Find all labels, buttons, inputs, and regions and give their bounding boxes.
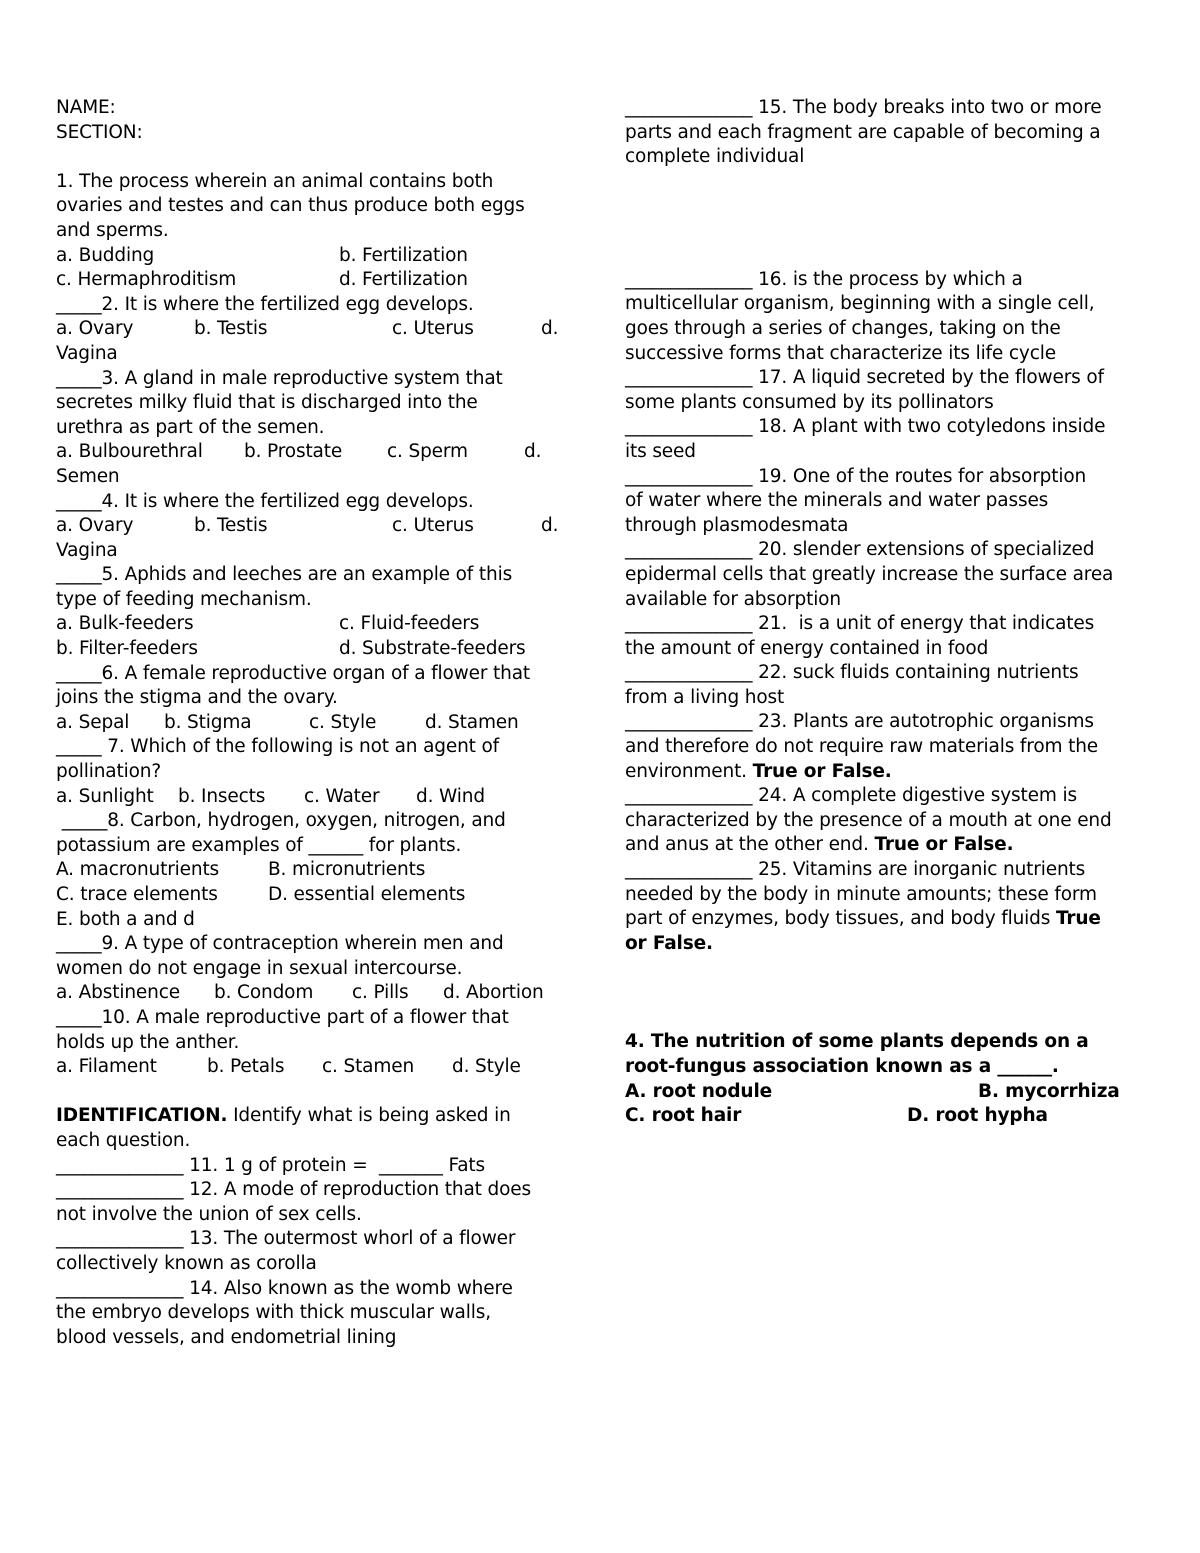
option-b: B. micronutrients	[268, 859, 426, 881]
question-text: epidermal cells that greatly increase the surface area	[625, 563, 1114, 585]
right-column	[625, 96, 1170, 1129]
question-text: through plasmodesmata	[625, 514, 849, 536]
question-text: ______________ 19. One of the routes for absorption	[625, 465, 1087, 487]
options-row	[625, 1080, 1170, 1105]
question-text: _____10. A male reproductive part of a flower that	[56, 1006, 509, 1028]
options-row	[56, 514, 586, 539]
question-3	[56, 367, 586, 490]
option-b: b. Testis	[194, 515, 268, 537]
question-text: available for absorption	[625, 588, 841, 610]
question-text: collectively known as corolla	[56, 1252, 317, 1274]
question-text: 1. The process wherein an animal contains both	[56, 170, 494, 192]
question-text: the amount of energy contained in food	[625, 637, 989, 659]
question-20	[625, 538, 1170, 612]
question-text: ______________ 12. A mode of reproduction that does	[56, 1179, 531, 1201]
option-d: d.	[541, 515, 559, 537]
question-text: not involve the union of sex cells.	[56, 1203, 362, 1225]
left-column	[56, 96, 586, 1350]
true-or-false-prompt: True or False.	[874, 834, 1014, 856]
question-12	[56, 1178, 586, 1227]
question-text: pollination?	[56, 761, 161, 783]
option-d: D. root hypha	[907, 1105, 1048, 1127]
option-a: a. Bulk-feeders	[56, 613, 194, 635]
question-1	[56, 170, 586, 293]
option-d: D. essential elements	[268, 884, 466, 905]
question-17	[625, 366, 1170, 415]
question-text: potassium are examples of ______ for plants.	[56, 834, 462, 856]
question-text: ______________ 15. The body breaks into two or more	[625, 97, 1102, 118]
question-text: the embryo develops with thick muscular walls,	[56, 1302, 491, 1324]
question-text: environment.	[625, 760, 753, 782]
question-5	[56, 563, 586, 661]
question-text: _____5. Aphids and leeches are an example of this	[56, 564, 513, 586]
options-row	[56, 612, 586, 637]
question-11	[56, 1154, 586, 1179]
question-text: ______________ 22. suck fluids containing nutrients	[625, 662, 1079, 684]
option-d-continued: Vagina	[56, 539, 118, 561]
question-text: of water where the minerals and water passes	[625, 490, 1049, 512]
question-text: women do not engage in sexual intercourse.	[56, 957, 463, 979]
question-text: and sperms.	[56, 219, 169, 241]
option-d: d. Abortion	[443, 982, 544, 1004]
section-label: SECTION:	[56, 121, 143, 143]
option-b: b. Filter-feeders	[56, 638, 198, 660]
section-heading: IDENTIFICATION.	[56, 1105, 228, 1127]
question-text: ______________ 14. Also known as the womb where	[56, 1277, 513, 1299]
option-b: b. Fertilization	[339, 244, 468, 266]
option-c: c. Stamen	[322, 1056, 415, 1078]
option-a: a. Filament	[56, 1056, 157, 1078]
question-text: root-fungus association known as a ______.	[625, 1056, 1059, 1077]
option-a: a. Ovary	[56, 515, 134, 537]
option-a: a. Sepal	[56, 711, 130, 733]
option-b: b. Testis	[194, 318, 268, 340]
question-9	[56, 932, 586, 1006]
question-text: part of enzymes, body tissues, and body fluids	[625, 908, 1056, 930]
option-d: d. Substrate-feeders	[339, 638, 526, 660]
true-or-false-prompt: True	[1055, 908, 1101, 930]
option-b: b. Insects	[178, 785, 266, 807]
question-14	[56, 1277, 586, 1351]
question-text: ______________ 16. is the process by which a	[625, 268, 1023, 290]
question-text: blood vessels, and endometrial lining	[56, 1326, 397, 1348]
question-text: ______________ 11. 1 g of protein = _______ Fats	[56, 1154, 486, 1176]
question-text: ______________ 25. Vitamins are inorganic nutrients	[625, 859, 1086, 881]
options-row	[56, 268, 586, 293]
option-b: b. Condom	[214, 982, 314, 1004]
name-label: NAME:	[56, 97, 116, 118]
question-text: 4. The nutrition of some plants depends on a	[625, 1031, 1089, 1053]
question-23	[625, 710, 1170, 784]
question-text: ______________ 23. Plants are autotrophic organisms	[625, 711, 1094, 733]
option-c: c. Fluid-feeders	[339, 613, 480, 635]
options-row	[56, 637, 586, 662]
option-d: d.	[524, 441, 542, 463]
options-row	[56, 440, 586, 465]
question-text: some plants consumed by its pollinators	[625, 391, 994, 413]
options-row	[56, 981, 586, 1006]
question-24	[625, 784, 1170, 858]
option-a: a. Abstinence	[56, 982, 180, 1004]
options-row	[56, 1055, 586, 1080]
question-text: goes through a series of changes, taking on the	[625, 317, 1061, 339]
options-row	[56, 244, 586, 269]
question-text: _____6. A female reproductive organ of a flower that	[56, 662, 531, 684]
question-text: secretes milky fluid that is discharged into the	[56, 392, 478, 414]
question-text: _____ 7. Which of the following is not an agent of	[56, 736, 500, 758]
question-4	[56, 490, 586, 564]
question-text: _____9. A type of contraception wherein men and	[56, 933, 504, 955]
question-8	[56, 809, 586, 932]
option-b: b. Stigma	[164, 711, 252, 733]
question-18	[625, 415, 1170, 464]
question-21	[625, 612, 1170, 661]
question-text: _____2. It is where the fertilized egg develops.	[56, 293, 474, 315]
instruction-text: each question.	[56, 1129, 191, 1151]
question-text: _____4. It is where the fertilized egg develops.	[56, 490, 474, 512]
question-text: joins the stigma and the ovary.	[56, 687, 338, 709]
question-text: holds up the anther.	[56, 1031, 240, 1053]
identification-instructions	[56, 1104, 586, 1153]
question-text: ovaries and testes and can thus produce both eggs	[56, 195, 525, 217]
question-text: urethra as part of the semen.	[56, 416, 325, 438]
question-16	[625, 268, 1170, 366]
question-text: ______________ 17. A liquid secreted by the flowers of	[625, 367, 1104, 389]
question-2	[56, 293, 586, 367]
option-d: d. Wind	[416, 785, 485, 807]
option-a: a. Budding	[56, 244, 155, 266]
question-22	[625, 661, 1170, 710]
question-19	[625, 465, 1170, 539]
option-c: c. Uterus	[392, 318, 474, 340]
option-d: d. Fertilization	[339, 269, 468, 291]
option-b: b. Prostate	[244, 441, 343, 463]
option-a: A. macronutrients	[56, 859, 220, 881]
question-text: _____3. A gland in male reproductive system that	[56, 367, 503, 389]
option-b: B. mycorrhiza	[978, 1080, 1120, 1102]
question-text: its seed	[625, 440, 696, 462]
question-15	[625, 96, 1170, 170]
question-text: needed by the body in minute amounts; these form	[625, 883, 1097, 905]
question-text: and anus at the other end.	[625, 834, 875, 856]
option-a: a. Sunlight	[56, 785, 154, 807]
option-d: d.	[541, 318, 559, 340]
question-25	[625, 858, 1170, 956]
question-7	[56, 735, 586, 809]
question-text: _____8. Carbon, hydrogen, oxygen, nitrogen, and	[56, 810, 506, 832]
question-text: and therefore do not require raw materials from the	[625, 736, 1099, 758]
bonus-question-4	[625, 1030, 1170, 1128]
option-a: A. root nodule	[625, 1080, 773, 1102]
question-text: ______________ 18. A plant with two cotyledons inside	[625, 416, 1106, 438]
question-text: ______________ 20. slender extensions of specialized	[625, 539, 1095, 561]
true-or-false-prompt: True or False.	[752, 760, 892, 782]
options-row	[56, 858, 586, 883]
options-row	[56, 785, 586, 810]
question-text: ______________ 21. is a unit of energy that indicates	[625, 613, 1095, 635]
true-or-false-prompt: or False.	[625, 932, 713, 954]
option-c: C. trace elements	[56, 884, 218, 905]
question-text: characterized by the presence of a mouth at one end	[625, 809, 1112, 831]
option-c: c. Hermaphroditism	[56, 269, 237, 291]
option-d: d. Stamen	[425, 711, 519, 733]
option-a: a. Bulbourethral	[56, 441, 203, 463]
options-row	[56, 711, 586, 736]
option-d-continued: Vagina	[56, 342, 118, 364]
question-6	[56, 662, 586, 736]
option-c: c. Sperm	[387, 441, 468, 463]
option-d-continued: Semen	[56, 465, 120, 487]
option-a: a. Ovary	[56, 318, 134, 340]
question-text: ______________ 24. A complete digestive system is	[625, 785, 1077, 807]
options-row	[56, 883, 586, 908]
options-row	[56, 317, 586, 342]
option-c: c. Style	[309, 711, 377, 733]
question-text: complete individual	[625, 146, 805, 168]
question-10	[56, 1006, 586, 1080]
question-text: from a living host	[625, 686, 785, 708]
question-text: ______________ 13. The outermost whorl of a flower	[56, 1228, 516, 1250]
option-c: c. Water	[304, 785, 380, 807]
instruction-text: Identify what is being asked in	[227, 1105, 511, 1127]
option-b: b. Petals	[207, 1056, 285, 1078]
question-text: parts and each fragment are capable of becoming a	[625, 121, 1101, 143]
question-text: type of feeding mechanism.	[56, 588, 312, 610]
question-text: multicellular organism, beginning with a single cell,	[625, 293, 1095, 315]
option-c: c. Uterus	[392, 515, 474, 537]
option-d: d. Style	[452, 1056, 521, 1078]
question-13	[56, 1227, 586, 1276]
option-c: C. root hair	[625, 1105, 742, 1127]
option-e: E. both a and d	[56, 908, 195, 930]
options-row	[625, 1104, 1170, 1129]
question-text: successive forms that characterize its life cycle	[625, 342, 1056, 364]
option-c: c. Pills	[352, 982, 409, 1004]
